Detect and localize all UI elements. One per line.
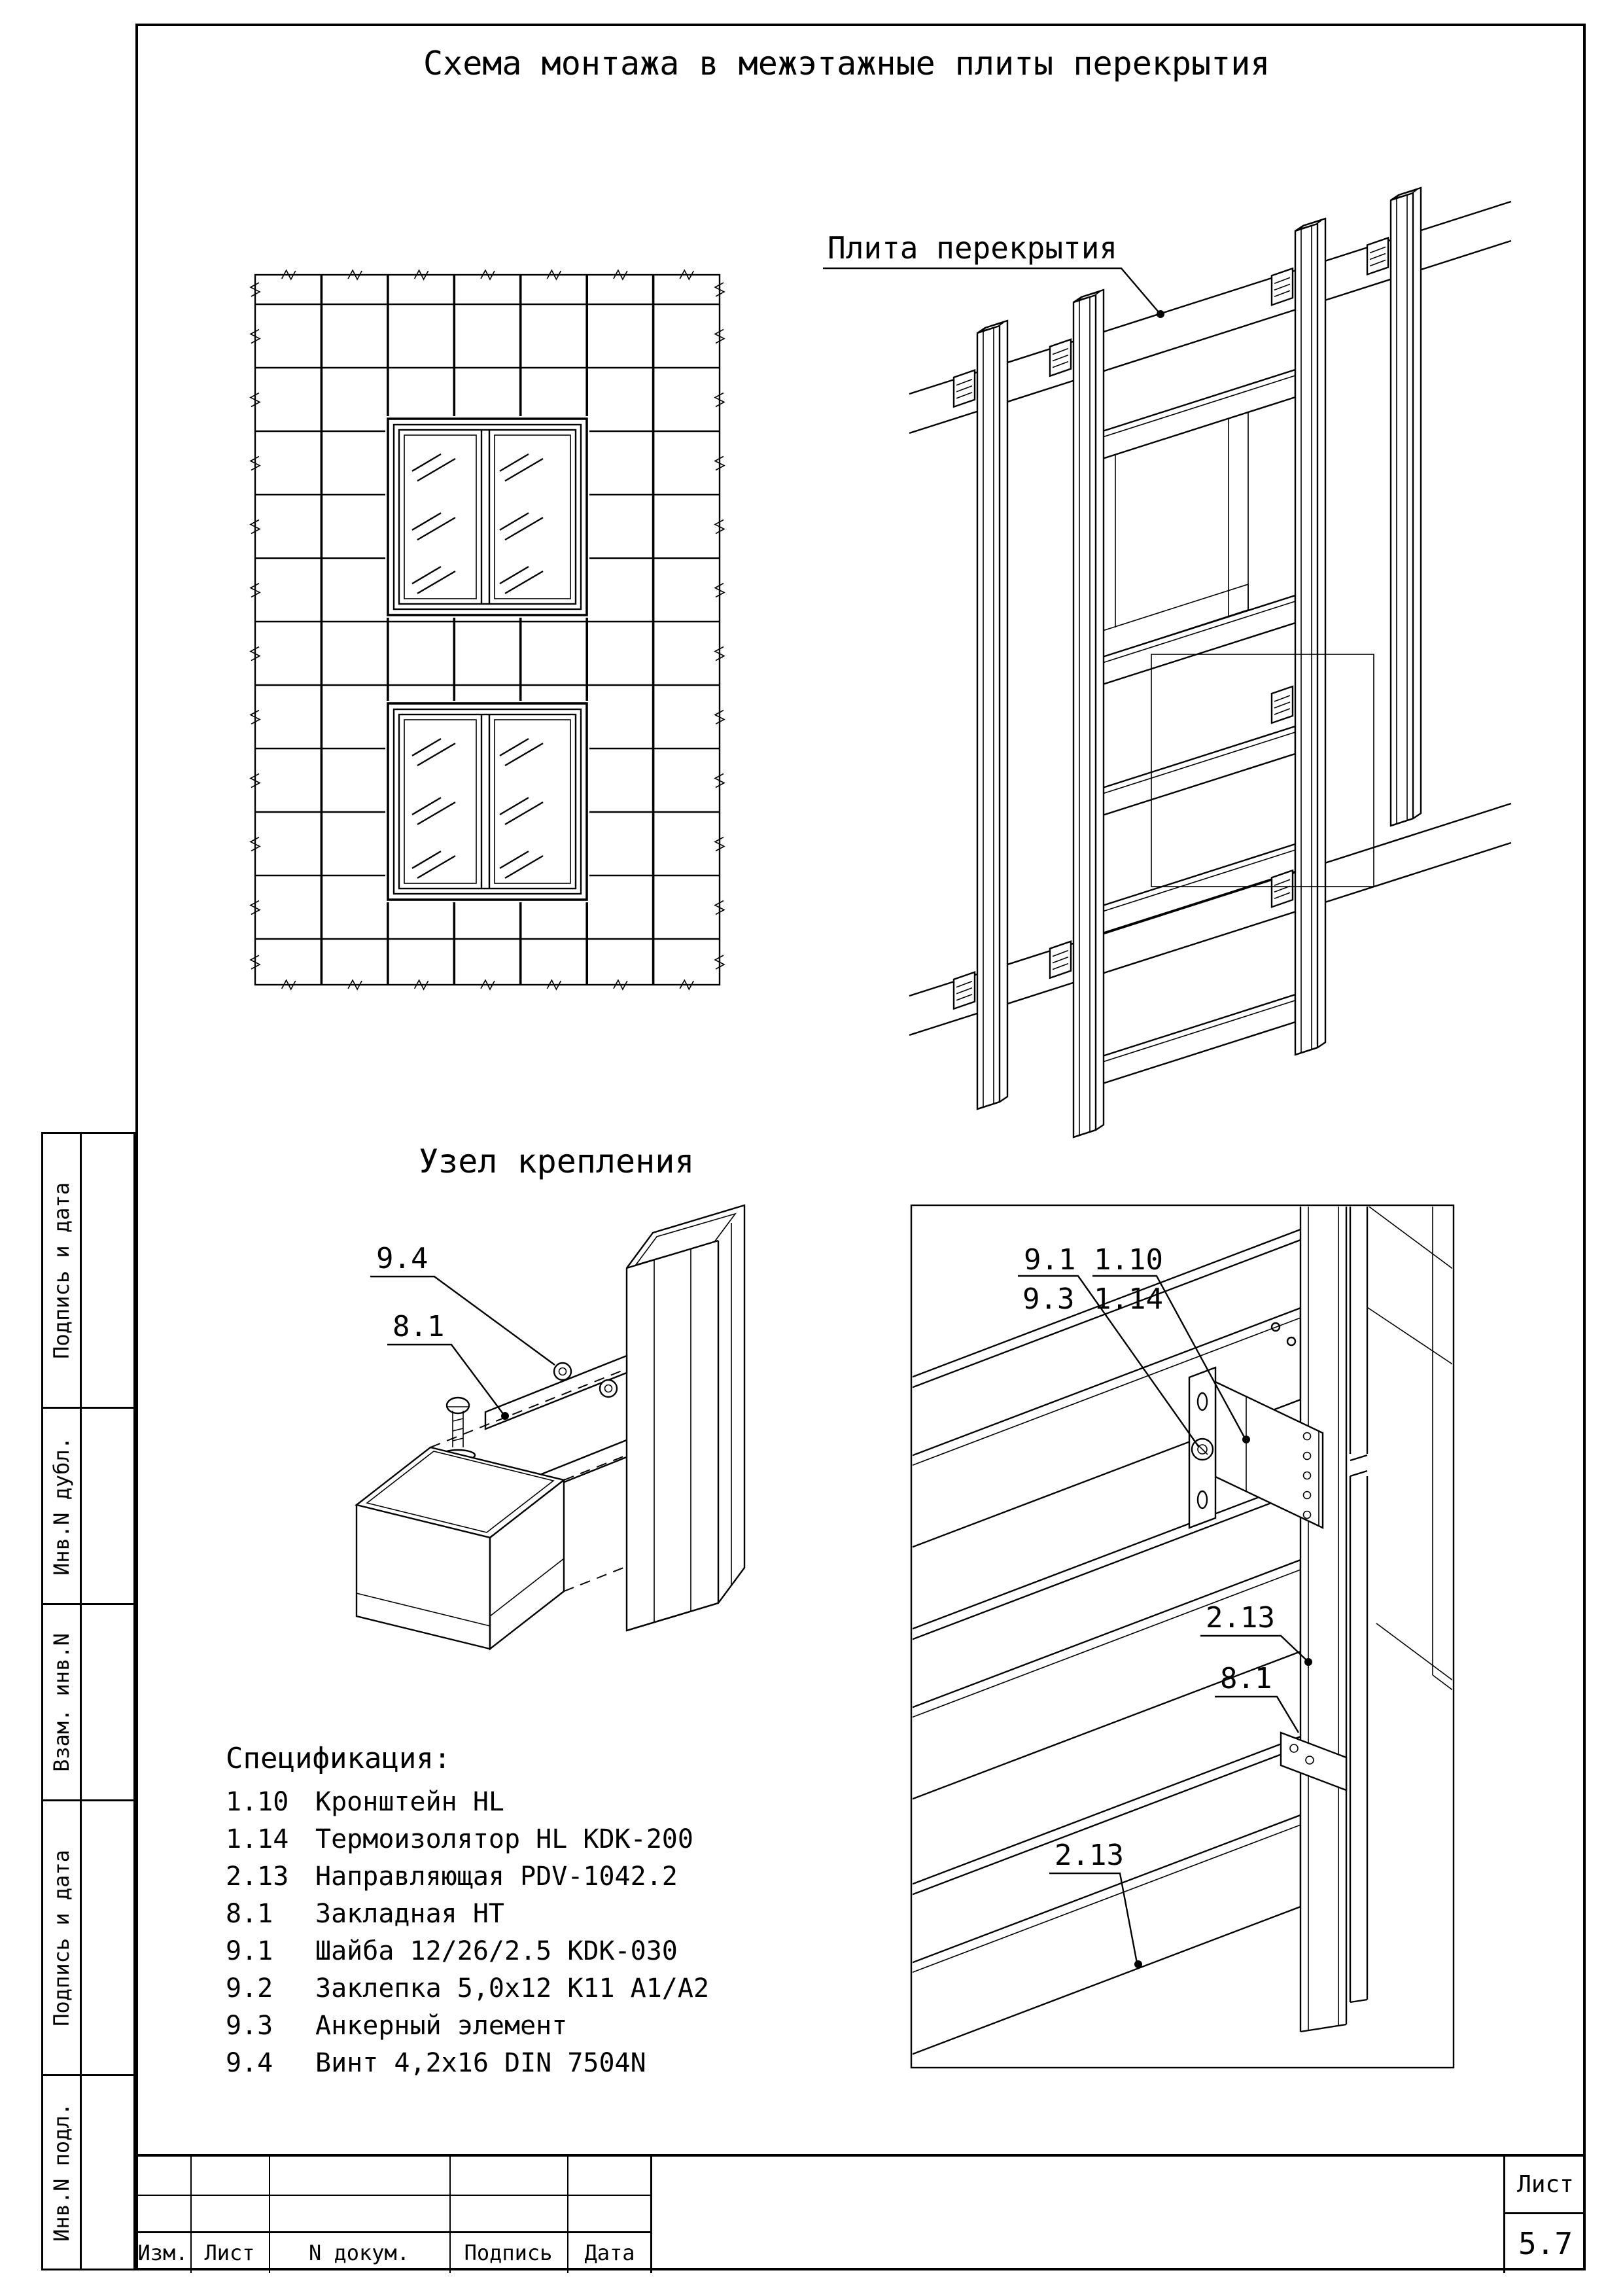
- spec-item-name: Закладная HT: [315, 1899, 504, 1929]
- side-cell-inv-podl: [43, 2076, 80, 2269]
- side-cell-label: Взам. инв.N: [49, 1633, 74, 1772]
- specification-heading: Спецификация:: [226, 1742, 451, 1775]
- callout-9-4: 9.4: [376, 1242, 428, 1275]
- side-cell-label: Инв.N подл.: [49, 2103, 74, 2242]
- spec-item: [226, 2011, 709, 2048]
- spec-item-name: Термоизолятор HL KDK-200: [315, 1824, 693, 1854]
- column-header-list: Лист: [204, 2240, 255, 2265]
- spec-item-num: 9.1: [226, 1936, 273, 1966]
- spec-item-name: Направляющая PDV-1042.2: [315, 1862, 678, 1892]
- spec-item: [226, 1936, 709, 1973]
- sheet-number: 5.7: [1518, 2226, 1573, 2261]
- callout-8-1: 8.1: [393, 1310, 445, 1343]
- spec-item-num: 8.1: [226, 1899, 273, 1929]
- gost-side-column: [41, 1132, 135, 2270]
- callout-9-1: 9.1: [1024, 1243, 1076, 1277]
- spec-item-num: 1.10: [226, 1787, 289, 1817]
- spec-item: [226, 1787, 709, 1824]
- side-cell-sign-date-2: [43, 1801, 80, 2074]
- spec-item-name: Шайба 12/26/2.5 KDK-030: [315, 1936, 678, 1966]
- spec-item: [226, 1862, 709, 1899]
- page-title: Схема монтажа в межэтажные плиты перекрытия: [423, 44, 1270, 82]
- spec-item-num: 9.3: [226, 2011, 273, 2041]
- spec-item-num: 2.13: [226, 1862, 289, 1892]
- column-header-izm: Изм.: [137, 2240, 188, 2265]
- spec-item: [226, 1973, 709, 2011]
- column-header-date: Дата: [584, 2240, 635, 2265]
- side-cell-label: Инв.N дубл.: [49, 1436, 74, 1576]
- callout-1-10: 1.10: [1094, 1243, 1163, 1277]
- side-cell-vzam-inv: [43, 1605, 80, 1799]
- table-rule: [135, 2195, 652, 2196]
- spec-item-name: Заклепка 5,0x12 K11 A1/A2: [315, 1973, 710, 2004]
- revision-table: [135, 2157, 652, 2273]
- column-header-sign: Подпись: [464, 2240, 553, 2265]
- sheet-number-box: [1503, 2157, 1586, 2273]
- sheet-label: Лист: [1517, 2171, 1574, 2198]
- spec-item: [226, 1824, 709, 1862]
- side-cell-sign-date-1: [43, 1134, 80, 1407]
- spec-item-name: Винт 4,2x16 DIN 7504N: [315, 2048, 646, 2078]
- callout-slab-label: Плита перекрытия: [828, 230, 1118, 266]
- spec-item-name: Анкерный элемент: [315, 2011, 568, 2041]
- spec-item-num: 9.4: [226, 2048, 273, 2078]
- callout-9-3: 9.3: [1022, 1282, 1075, 1316]
- specification-list: [226, 1742, 709, 2085]
- side-cell-inv-dubl: [43, 1409, 80, 1603]
- callout-2-13-lower: 2.13: [1055, 1839, 1124, 1872]
- callout-2-13-upper: 2.13: [1206, 1601, 1275, 1634]
- node-view-heading: Узел крепления: [419, 1142, 695, 1180]
- title-block: [135, 2154, 1586, 2270]
- side-column-divider: [80, 1134, 82, 2269]
- side-cell-label: Подпись и дата: [49, 1182, 74, 1359]
- spec-item-num: 1.14: [226, 1824, 289, 1854]
- spec-item-num: 9.2: [226, 1973, 273, 2004]
- spec-item-name: Кронштейн HL: [315, 1787, 504, 1817]
- spec-item: [226, 1899, 709, 1936]
- callout-1-14: 1.14: [1094, 1282, 1163, 1316]
- column-header-ndoc: N докум.: [308, 2240, 410, 2265]
- spec-item: [226, 2048, 709, 2085]
- callout-8-1-detail: 8.1: [1220, 1662, 1272, 1695]
- side-cell-label: Подпись и дата: [49, 1849, 74, 2026]
